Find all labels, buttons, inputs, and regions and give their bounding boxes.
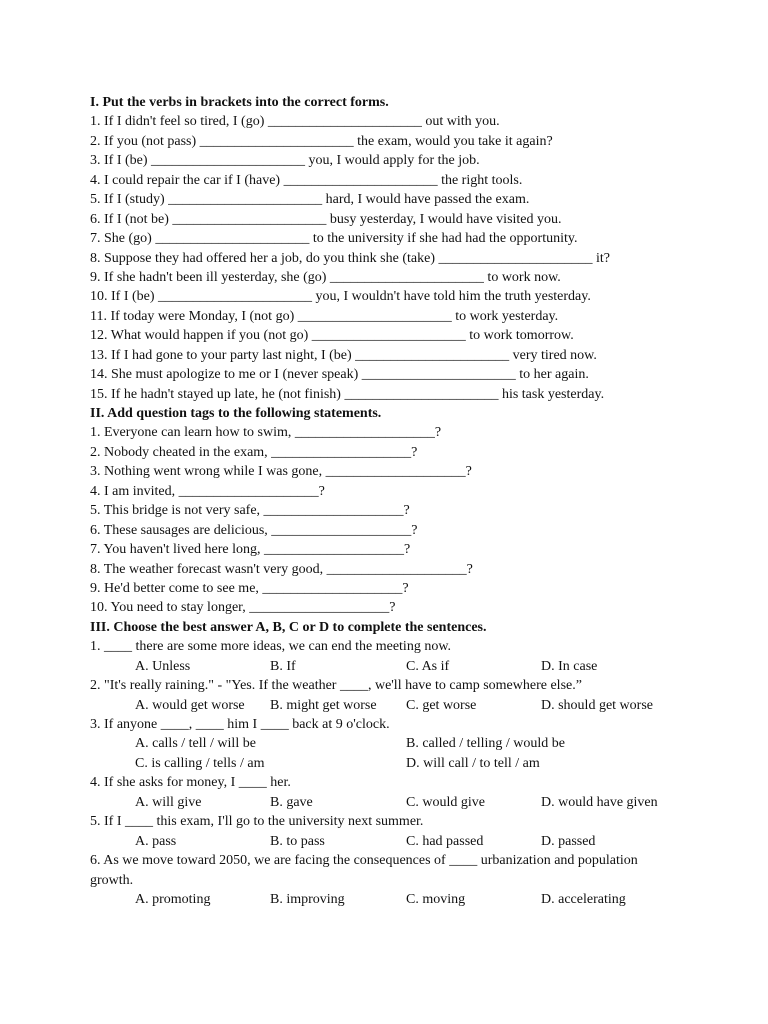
section-2-item: 7. You haven't lived here long, ____________________? [90,542,411,558]
question-6-options [90,890,690,909]
option-a: A. pass [135,833,177,849]
section-1-item: 8. Suppose they had offered her a job, do you think she (take) ______________________ it? [90,250,610,266]
section-3-heading: III. Choose the best answer A, B, C or D to complete the sentences. [90,619,487,635]
option-c: C. had passed [406,833,484,849]
option-b: B. to pass [270,833,325,849]
question-1-options [90,657,690,676]
question-5-options [90,832,690,851]
option-a: A. calls / tell / will be [135,736,256,752]
question-3-options-row-2 [90,754,690,773]
section-1-item: 13. If I had gone to your party last night, I (be) ______________________ very tired now. [90,347,597,363]
section-2-item: 2. Nobody cheated in the exam, ____________________? [90,444,418,460]
option-a: A. will give [135,794,202,810]
option-d: D. In case [541,658,598,674]
question-2-text: 2. "It's really raining." - "Yes. If the weather ____, we'll have to camp somewhere else.” [90,678,582,694]
option-b: B. might get worse [270,697,377,713]
option-a: A. promoting [135,891,211,907]
section-1-item: 3. If I (be) ______________________ you, I would apply for the job. [90,153,480,169]
option-b: B. If [270,658,296,674]
section-1-item: 10. If I (be) ______________________ you, I wouldn't have told him the truth yesterday. [90,289,591,305]
section-1-heading: I. Put the verbs in brackets into the correct forms. [90,95,389,110]
section-2-heading: II. Add question tags to the following statements. [90,406,382,421]
section-2-item: 9. He'd better come to see me, ____________________? [90,580,409,596]
section-1-item: 12. What would happen if you (not go) ______________________ to work tomorrow. [90,328,574,344]
question-5-text: 5. If I ____ this exam, I'll go to the university next summer. [90,814,424,830]
worksheet-page [90,93,690,909]
option-d: D. passed [541,833,596,849]
section-1-item: 2. If you (not pass) ______________________ the exam, would you take it again? [90,133,553,149]
section-1-item: 15. If he hadn't stayed up late, he (not finish) ______________________ his task yesterday. [90,386,605,402]
section-2-item: 8. The weather forecast wasn't very good, ____________________? [90,561,473,577]
section-2-item: 4. I am invited, ____________________? [90,483,325,499]
question-3-text: 3. If anyone ____, ____ him I ____ back at 9 o'clock. [90,717,390,732]
option-d: D. accelerating [541,891,626,907]
section-1-item: 14. She must apologize to me or I (never speak) ______________________ to her again. [90,367,589,383]
section-2-item: 3. Nothing went wrong while I was gone, ____________________? [90,464,472,480]
section-1-item: 6. If I (not be) ______________________ busy yesterday, I would have visited you. [90,211,562,227]
question-2-options [90,696,690,715]
section-1-item: 5. If I (study) ______________________ hard, I would have passed the exam. [90,192,530,208]
option-a: A. would get worse [135,697,245,713]
option-c: C. is calling / tells / am [135,755,265,771]
option-d: D. will call / to tell / am [406,755,540,771]
section-1-item: 1. If I didn't feel so tired, I (go) ______________________ out with you. [90,114,500,130]
option-a: A. Unless [135,658,191,674]
section-1-item: 4. I could repair the car if I (have) ______________________ the right tools. [90,172,523,188]
section-2-item: 10. You need to stay longer, ____________________? [90,600,396,616]
question-3-options-row-1 [90,734,690,753]
option-c: C. get worse [406,697,477,713]
section-2-item: 1. Everyone can learn how to swim, ____________________? [90,425,442,441]
option-b: B. improving [270,891,345,907]
question-4-options [90,793,690,812]
option-c: C. moving [406,891,466,907]
option-b: B. called / telling / would be [406,736,566,752]
option-c: C. would give [406,794,485,810]
section-1-item: 11. If today were Monday, I (not go) ______________________ to work yesterday. [90,308,559,324]
section-1-item: 9. If she hadn't been ill yesterday, she (go) ______________________ to work now. [90,269,561,285]
option-b: B. gave [270,794,313,810]
section-1-item: 7. She (go) ______________________ to the university if she had had the opportunity. [90,231,578,247]
section-2-item: 5. This bridge is not very safe, ____________________? [90,503,410,519]
question-1-text: 1. ____ there are some more ideas, we can end the meeting now. [90,639,452,655]
section-2-item: 6. These sausages are delicious, ____________________? [90,522,418,538]
question-4-text: 4. If she asks for money, I ____ her. [90,775,291,791]
question-6-text: 6. As we move toward 2050, we are facing the consequences of ____ urbanization and population growth. [90,853,638,888]
option-d: D. should get worse [541,697,653,713]
option-c: C. As if [406,658,450,674]
option-d: D. would have given [541,794,658,810]
